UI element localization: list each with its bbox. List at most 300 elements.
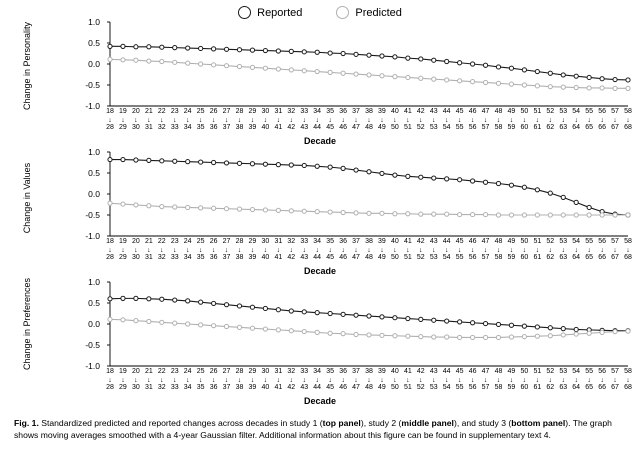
- data-point-predicted: [393, 75, 397, 79]
- x-tick-label: 51 ↓ 61: [533, 368, 542, 391]
- x-tick-label: 47 ↓ 57: [481, 368, 490, 391]
- data-point-reported: [341, 51, 345, 55]
- y-tick-label: 1.0: [88, 277, 100, 287]
- y-tick-label: 1.0: [88, 147, 100, 157]
- data-point-predicted: [121, 318, 125, 322]
- legend-label-predicted: Predicted: [355, 6, 402, 19]
- data-point-reported: [406, 56, 410, 60]
- y-tick-label: 0.5: [88, 38, 100, 48]
- x-tick-label: 50 ↓ 60: [520, 368, 529, 391]
- y-tick-label: -0.5: [85, 80, 100, 90]
- data-point-reported: [276, 163, 280, 167]
- data-point-predicted: [250, 207, 254, 211]
- data-point-predicted: [406, 334, 410, 338]
- x-tick-label: 22 ↓ 32: [157, 238, 166, 261]
- data-point-predicted: [600, 330, 604, 334]
- x-tick-label: 38 ↓ 48: [365, 108, 373, 131]
- x-axis-label-2: Decade: [303, 266, 337, 276]
- data-point-reported: [483, 180, 487, 184]
- chart-panel-2: [0, 147, 640, 294]
- data-point-reported: [522, 185, 526, 189]
- data-point-predicted: [419, 335, 423, 339]
- data-point-reported: [224, 47, 228, 51]
- data-point-predicted: [432, 77, 436, 81]
- data-point-reported: [535, 325, 539, 329]
- data-point-reported: [315, 164, 319, 168]
- x-tick-label: 27 ↓ 37: [222, 238, 231, 261]
- data-point-reported: [134, 45, 138, 49]
- data-point-predicted: [328, 210, 332, 214]
- data-point-reported: [406, 316, 410, 320]
- data-point-reported: [626, 78, 630, 82]
- data-point-reported: [496, 65, 500, 69]
- data-point-predicted: [199, 62, 203, 66]
- data-point-reported: [548, 71, 552, 75]
- x-tick-label: 51 ↓ 61: [533, 238, 542, 261]
- data-point-predicted: [276, 67, 280, 71]
- caption-text-3: ), and study 3 (: [453, 418, 512, 428]
- x-tick-label: 57 ↓ 67: [611, 238, 619, 261]
- x-tick-label: 22 ↓ 32: [157, 108, 166, 131]
- data-point-predicted: [432, 335, 436, 339]
- y-axis-label-2: Change in Values: [22, 162, 32, 234]
- data-point-predicted: [147, 204, 151, 208]
- x-tick-label: 31 ↓ 41: [274, 108, 283, 131]
- data-point-reported: [134, 296, 138, 300]
- data-point-predicted: [445, 212, 449, 216]
- x-tick-label: 57 ↓ 67: [611, 368, 619, 391]
- data-point-reported: [496, 322, 500, 326]
- x-tick-label: 29 ↓ 39: [248, 238, 257, 261]
- data-point-reported: [432, 318, 436, 322]
- data-point-predicted: [626, 329, 630, 333]
- x-tick-label: 31 ↓ 41: [274, 238, 283, 261]
- data-point-predicted: [341, 71, 345, 75]
- data-point-reported: [613, 77, 617, 81]
- data-point-reported: [535, 188, 539, 192]
- data-point-predicted: [587, 213, 591, 217]
- data-point-predicted: [522, 83, 526, 87]
- data-point-reported: [483, 321, 487, 325]
- x-tick-label: 18 ↓ 28: [106, 368, 114, 391]
- data-point-predicted: [134, 319, 138, 323]
- data-point-predicted: [613, 213, 617, 217]
- plot-area-2: [103, 147, 635, 241]
- x-tick-label: 32 ↓ 42: [287, 368, 296, 391]
- data-point-reported: [458, 320, 462, 324]
- data-point-predicted: [121, 58, 125, 62]
- data-point-predicted: [224, 324, 228, 328]
- x-tick-label: 43 ↓ 53: [429, 108, 438, 131]
- data-point-reported: [445, 319, 449, 323]
- data-point-predicted: [108, 57, 112, 61]
- data-point-reported: [561, 73, 565, 77]
- x-tick-label: 53 ↓ 63: [559, 368, 568, 391]
- x-tick-label: 58 ↓ 68: [624, 368, 632, 391]
- data-point-predicted: [354, 211, 358, 215]
- data-point-reported: [380, 315, 384, 319]
- data-point-predicted: [328, 331, 332, 335]
- data-point-predicted: [302, 209, 306, 213]
- x-tick-label: 54 ↓ 64: [572, 368, 581, 391]
- legend-label-reported: Reported: [257, 6, 303, 19]
- x-tick-label: 46 ↓ 56: [468, 238, 477, 261]
- x-tick-label: 28 ↓ 38: [235, 108, 244, 131]
- x-tick-label: 45 ↓ 55: [455, 368, 464, 391]
- x-tick-label: 35 ↓ 45: [326, 238, 335, 261]
- data-point-reported: [186, 160, 190, 164]
- x-tick-label: 38 ↓ 48: [365, 238, 373, 261]
- data-point-reported: [445, 177, 449, 181]
- x-tick-label: 36 ↓ 46: [339, 238, 347, 261]
- y-tick-label: 1.0: [88, 17, 100, 27]
- data-point-reported: [393, 316, 397, 320]
- data-point-predicted: [509, 213, 513, 217]
- x-tick-label: 44 ↓ 54: [442, 368, 451, 391]
- data-point-predicted: [471, 335, 475, 339]
- data-point-reported: [289, 49, 293, 53]
- x-tick-label: 44 ↓ 54: [442, 238, 451, 261]
- data-point-reported: [471, 62, 475, 66]
- data-point-reported: [445, 59, 449, 63]
- data-point-predicted: [419, 212, 423, 216]
- data-point-reported: [147, 297, 151, 301]
- plot-area-1: [103, 17, 635, 111]
- x-tick-label: 42 ↓ 52: [416, 238, 425, 261]
- x-tick-label: 37 ↓ 47: [352, 368, 360, 391]
- x-tick-label: 25 ↓ 35: [196, 238, 205, 261]
- data-point-reported: [354, 313, 358, 317]
- plot-area-3: [103, 277, 635, 371]
- x-tick-label: 48 ↓ 58: [494, 238, 503, 261]
- x-tick-label: 35 ↓ 45: [326, 108, 335, 131]
- x-tick-label: 49 ↓ 59: [507, 238, 516, 261]
- data-point-predicted: [289, 68, 293, 72]
- data-point-predicted: [367, 333, 371, 337]
- data-point-predicted: [522, 213, 526, 217]
- x-tick-label: 19 ↓ 29: [119, 238, 127, 261]
- data-point-reported: [263, 162, 267, 166]
- x-tick-label: 46 ↓ 56: [468, 368, 477, 391]
- data-point-predicted: [406, 212, 410, 216]
- x-tick-label: 26 ↓ 36: [209, 368, 218, 391]
- x-tick-label: 27 ↓ 37: [222, 108, 231, 131]
- data-point-predicted: [224, 64, 228, 68]
- data-point-predicted: [289, 329, 293, 333]
- y-tick-label: -1.0: [85, 361, 100, 371]
- x-tick-label: 50 ↓ 60: [520, 238, 529, 261]
- data-point-predicted: [367, 211, 371, 215]
- x-tick-label: 50 ↓ 60: [520, 108, 529, 131]
- x-tick-label: 35 ↓ 45: [326, 368, 335, 391]
- data-point-predicted: [212, 206, 216, 210]
- x-tick-label: 39 ↓ 49: [378, 368, 386, 391]
- y-tick-label: 0.0: [88, 189, 100, 199]
- data-point-predicted: [496, 81, 500, 85]
- x-tick-label: 56 ↓ 66: [598, 368, 606, 391]
- data-point-reported: [224, 303, 228, 307]
- x-tick-label: 48 ↓ 58: [494, 108, 503, 131]
- caption-figure-number: Fig. 1.: [14, 418, 39, 428]
- y-tick-label: 0.5: [88, 298, 100, 308]
- caption-text-4: ). The graph shows moving averages smoothed with a 4-year Gaussian filter. Additional information about this figure can be found in supplementary text 4.: [14, 418, 612, 440]
- data-point-predicted: [574, 85, 578, 89]
- x-tick-label: 54 ↓ 64: [572, 108, 581, 131]
- data-point-predicted: [173, 205, 177, 209]
- data-point-reported: [432, 176, 436, 180]
- data-point-reported: [419, 175, 423, 179]
- x-axis-label-1: Decade: [303, 136, 337, 146]
- data-point-predicted: [237, 207, 241, 211]
- x-tick-label: 53 ↓ 63: [559, 108, 568, 131]
- data-point-predicted: [328, 70, 332, 74]
- data-point-predicted: [147, 319, 151, 323]
- data-point-reported: [289, 309, 293, 313]
- data-point-predicted: [302, 69, 306, 73]
- data-point-predicted: [496, 213, 500, 217]
- data-point-predicted: [276, 328, 280, 332]
- x-tick-label: 33 ↓ 43: [300, 238, 309, 261]
- x-tick-label: 34 ↓ 44: [313, 238, 322, 261]
- data-point-reported: [341, 312, 345, 316]
- data-point-predicted: [289, 209, 293, 213]
- x-tick-label: 44 ↓ 54: [442, 108, 451, 131]
- data-point-predicted: [134, 203, 138, 207]
- data-point-predicted: [250, 65, 254, 69]
- data-point-reported: [380, 171, 384, 175]
- data-point-predicted: [224, 207, 228, 211]
- data-point-reported: [302, 163, 306, 167]
- x-tick-label: 32 ↓ 42: [287, 108, 296, 131]
- data-point-predicted: [548, 213, 552, 217]
- data-point-reported: [212, 301, 216, 305]
- x-tick-label: 20 ↓ 30: [131, 238, 140, 261]
- data-point-reported: [328, 51, 332, 55]
- x-tick-label: 19 ↓ 29: [119, 368, 127, 391]
- data-point-predicted: [160, 59, 164, 63]
- x-tick-label: 34 ↓ 44: [313, 368, 322, 391]
- x-tick-label: 24 ↓ 34: [183, 238, 192, 261]
- data-point-reported: [263, 306, 267, 310]
- x-tick-label: 52 ↓ 62: [546, 368, 555, 391]
- x-tick-label: 31 ↓ 41: [274, 368, 283, 391]
- x-tick-label: 53 ↓ 63: [559, 238, 568, 261]
- x-tick-label: 55 ↓ 65: [585, 238, 594, 261]
- data-point-reported: [315, 311, 319, 315]
- x-tick-label: 28 ↓ 38: [235, 238, 244, 261]
- data-point-predicted: [613, 86, 617, 90]
- data-point-predicted: [574, 213, 578, 217]
- data-point-predicted: [613, 329, 617, 333]
- data-point-predicted: [561, 333, 565, 337]
- data-point-reported: [471, 321, 475, 325]
- data-point-reported: [199, 300, 203, 304]
- data-point-predicted: [509, 82, 513, 86]
- x-tick-label: 55 ↓ 65: [585, 108, 594, 131]
- data-point-predicted: [393, 212, 397, 216]
- data-point-predicted: [587, 331, 591, 335]
- x-tick-label: 36 ↓ 46: [339, 108, 347, 131]
- x-tick-label: 49 ↓ 59: [507, 368, 516, 391]
- data-point-reported: [587, 205, 591, 209]
- data-point-reported: [108, 157, 112, 161]
- data-point-reported: [509, 183, 513, 187]
- data-point-reported: [522, 68, 526, 72]
- x-tick-label: 40 ↓ 50: [390, 108, 399, 131]
- y-axis-label-3: Change in Preferences: [22, 277, 32, 370]
- data-point-predicted: [263, 327, 267, 331]
- data-point-predicted: [173, 321, 177, 325]
- data-point-reported: [263, 48, 267, 52]
- x-tick-label: 48 ↓ 58: [494, 368, 503, 391]
- data-point-reported: [199, 160, 203, 164]
- data-point-reported: [483, 63, 487, 67]
- data-point-predicted: [237, 64, 241, 68]
- x-tick-label: 56 ↓ 66: [598, 238, 606, 261]
- caption-text-1: Standardized predicted and reported changes across decades in study 1 (: [38, 418, 323, 428]
- x-tick-label: 56 ↓ 66: [598, 108, 606, 131]
- data-point-reported: [458, 178, 462, 182]
- x-tick-label: 45 ↓ 55: [455, 108, 464, 131]
- data-point-predicted: [354, 332, 358, 336]
- data-point-predicted: [108, 317, 112, 321]
- x-tick-label: 24 ↓ 34: [183, 368, 192, 391]
- x-tick-label: 52 ↓ 62: [546, 108, 555, 131]
- data-point-reported: [522, 324, 526, 328]
- data-point-reported: [173, 298, 177, 302]
- data-point-reported: [237, 48, 241, 52]
- data-point-predicted: [341, 332, 345, 336]
- caption-bold-3: bottom panel: [511, 418, 566, 428]
- x-tick-label: 30 ↓ 40: [261, 238, 270, 261]
- x-tick-label: 25 ↓ 35: [196, 368, 205, 391]
- data-point-reported: [276, 49, 280, 53]
- data-point-reported: [186, 299, 190, 303]
- data-point-predicted: [315, 330, 319, 334]
- data-point-predicted: [315, 210, 319, 214]
- data-point-predicted: [458, 212, 462, 216]
- data-point-predicted: [302, 329, 306, 333]
- x-tick-label: 23 ↓ 33: [170, 368, 179, 391]
- data-point-predicted: [522, 335, 526, 339]
- x-tick-label: 45 ↓ 55: [455, 238, 464, 261]
- data-point-predicted: [186, 322, 190, 326]
- data-point-predicted: [561, 213, 565, 217]
- x-tick-label: 30 ↓ 40: [261, 108, 270, 131]
- x-tick-label: 33 ↓ 43: [300, 108, 309, 131]
- data-point-predicted: [419, 76, 423, 80]
- data-point-predicted: [561, 85, 565, 89]
- x-tick-label: 23 ↓ 33: [170, 238, 179, 261]
- data-point-predicted: [354, 72, 358, 76]
- y-axis-label-1: Change in Personality: [22, 21, 32, 110]
- y-tick-label: 0.0: [88, 319, 100, 329]
- data-point-reported: [276, 308, 280, 312]
- x-tick-label: 58 ↓ 68: [624, 108, 632, 131]
- data-point-predicted: [483, 212, 487, 216]
- data-point-reported: [328, 311, 332, 315]
- data-point-predicted: [587, 86, 591, 90]
- data-point-reported: [250, 305, 254, 309]
- data-point-reported: [354, 52, 358, 56]
- data-point-reported: [561, 327, 565, 331]
- data-point-reported: [121, 44, 125, 48]
- data-point-predicted: [341, 210, 345, 214]
- x-tick-label: 20 ↓ 30: [131, 368, 140, 391]
- data-point-predicted: [626, 86, 630, 90]
- data-point-reported: [367, 170, 371, 174]
- x-tick-label: 26 ↓ 36: [209, 238, 218, 261]
- data-point-predicted: [160, 320, 164, 324]
- data-point-reported: [121, 296, 125, 300]
- x-tick-label: 23 ↓ 33: [170, 108, 179, 131]
- x-tick-label: 21 ↓ 31: [144, 238, 153, 261]
- x-tick-label: 41 ↓ 51: [403, 238, 412, 261]
- data-point-reported: [535, 69, 539, 73]
- x-tick-label: 42 ↓ 52: [416, 368, 425, 391]
- data-point-reported: [199, 46, 203, 50]
- data-point-reported: [250, 162, 254, 166]
- data-point-predicted: [212, 324, 216, 328]
- data-point-reported: [419, 317, 423, 321]
- data-point-predicted: [380, 211, 384, 215]
- data-point-predicted: [471, 212, 475, 216]
- data-point-reported: [496, 181, 500, 185]
- x-tick-label: 25 ↓ 35: [196, 108, 205, 131]
- data-point-reported: [509, 323, 513, 327]
- x-tick-label: 29 ↓ 39: [248, 108, 257, 131]
- data-point-predicted: [483, 335, 487, 339]
- data-point-reported: [173, 159, 177, 163]
- data-point-reported: [173, 46, 177, 50]
- data-point-reported: [509, 66, 513, 70]
- x-tick-label: 41 ↓ 51: [403, 108, 412, 131]
- x-tick-label: 43 ↓ 53: [429, 238, 438, 261]
- data-point-predicted: [380, 74, 384, 78]
- data-point-predicted: [134, 58, 138, 62]
- x-tick-label: 26 ↓ 36: [209, 108, 218, 131]
- data-point-reported: [121, 157, 125, 161]
- data-point-reported: [315, 50, 319, 54]
- data-point-reported: [302, 50, 306, 54]
- x-tick-label: 51 ↓ 61: [533, 108, 542, 131]
- x-tick-label: 27 ↓ 37: [222, 368, 231, 391]
- x-tick-label: 49 ↓ 59: [507, 108, 516, 131]
- data-point-predicted: [548, 85, 552, 89]
- x-tick-label: 57 ↓ 67: [611, 108, 619, 131]
- chart-panel-3: [0, 277, 640, 424]
- data-point-reported: [160, 159, 164, 163]
- data-point-reported: [147, 45, 151, 49]
- data-point-reported: [134, 158, 138, 162]
- data-point-predicted: [406, 75, 410, 79]
- data-point-predicted: [199, 206, 203, 210]
- data-point-predicted: [186, 205, 190, 209]
- data-point-predicted: [535, 334, 539, 338]
- data-point-predicted: [600, 86, 604, 90]
- data-point-reported: [380, 54, 384, 58]
- x-tick-label: 40 ↓ 50: [390, 238, 399, 261]
- x-tick-label: 21 ↓ 31: [144, 368, 153, 391]
- data-point-predicted: [199, 323, 203, 327]
- data-point-reported: [548, 326, 552, 330]
- data-point-reported: [406, 174, 410, 178]
- data-point-reported: [458, 61, 462, 65]
- figure-caption: [14, 418, 626, 441]
- data-point-predicted: [108, 201, 112, 205]
- x-tick-label: 39 ↓ 49: [378, 238, 386, 261]
- x-tick-label: 34 ↓ 44: [313, 108, 322, 131]
